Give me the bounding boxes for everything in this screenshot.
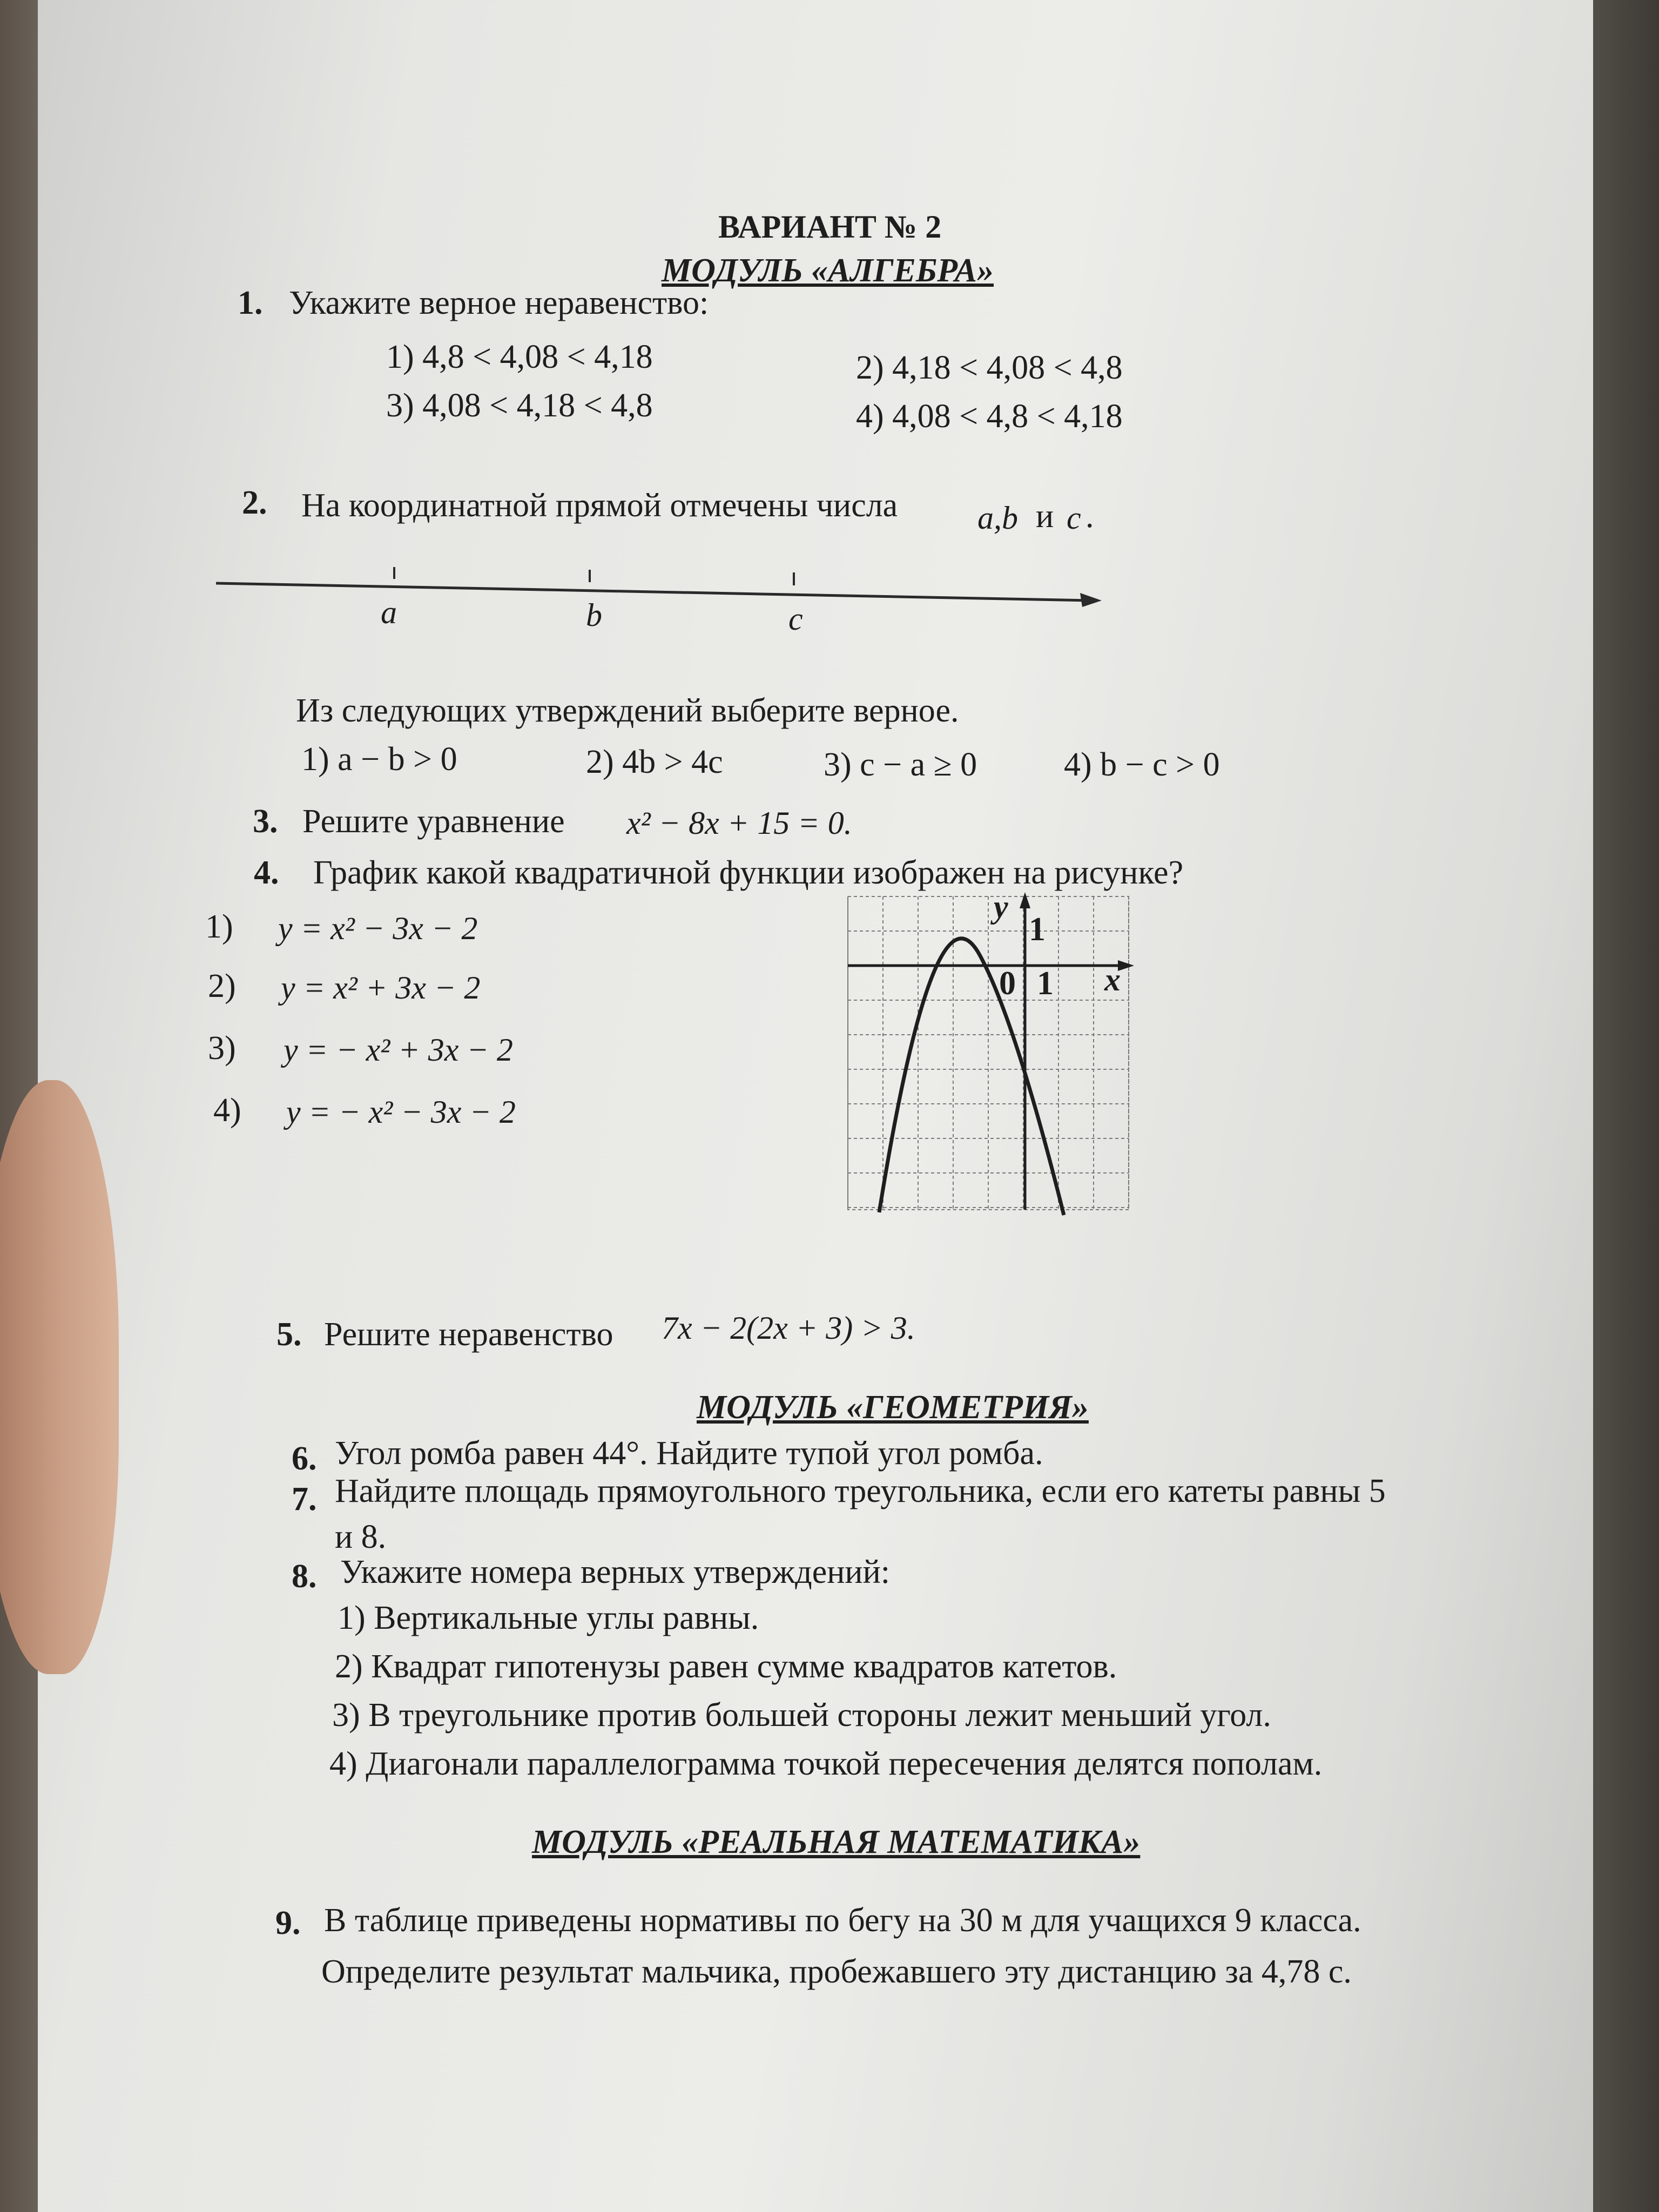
q6-number: 6. [292,1440,317,1477]
q2-number: 2. [242,484,267,521]
module-real-math-heading: МОДУЛЬ «РЕАЛЬНАЯ МАТЕМАТИКА» [532,1824,1141,1860]
variant-title: ВАРИАНТ № 2 [718,209,942,245]
q4-option-4-formula: y = − x² − 3x − 2 [286,1094,516,1130]
q1-option-4: 4) 4,08 < 4,8 < 4,18 [856,398,1123,435]
q8-option-4: 4) Диагонали параллелограмма точкой пересечения делятся пополам. [329,1745,1323,1782]
q1-option-3: 3) 4,08 < 4,18 < 4,8 [386,387,653,424]
q5-inequality: 7x − 2(2x + 3) > 3. [662,1310,915,1346]
q2-vars: a,b [977,500,1018,536]
q5-number: 5. [276,1316,302,1353]
number-line-label-c: c [788,601,803,637]
q3-text: Решите уравнение [302,803,565,840]
q2-option-3: 3) c − a ≥ 0 [824,746,977,783]
q4-option-4-label: 4) [213,1092,241,1129]
q7-text-continued: и 8. [335,1519,387,1555]
q7-number: 7. [292,1481,317,1518]
q4-option-3-formula: y = − x² + 3x − 2 [284,1032,513,1068]
module-geometry-heading: МОДУЛЬ «ГЕОМЕТРИЯ» [697,1389,1089,1426]
q8-option-3: 3) В треугольнике против большей стороны лежит меньший угол. [332,1697,1271,1734]
desk-background-right [1583,0,1659,2212]
graph-label-y: y [994,889,1008,925]
q2-and: и [1036,498,1054,535]
graph-label-one-y: 1 [1029,911,1046,948]
q1-option-2: 2) 4,18 < 4,08 < 4,8 [856,349,1123,386]
q4-option-1-formula: y = x² − 3x − 2 [278,911,478,946]
q8-text: Укажите номера верных утверждений: [340,1554,891,1590]
q4-number: 4. [254,854,279,891]
q9-text-continued: Определите результат мальчика, пробежавшего эту дистанцию за 4,78 с. [321,1953,1352,1990]
q4-text: График какой квадратичной функции изображен на рисунке? [313,854,1184,891]
graph-label-x: x [1104,962,1121,997]
q8-option-1: 1) Вертикальные углы равны. [338,1600,759,1636]
q5-text: Решите неравенство [324,1316,613,1353]
q3-equation: x² − 8x + 15 = 0. [626,805,852,841]
graph-label-zero: 0 [999,965,1016,1002]
q4-option-2-label: 2) [208,968,236,1004]
number-line [216,562,1107,616]
q2-dot: . [1085,498,1094,535]
graph-label-one-x: 1 [1037,965,1054,1002]
q1-number: 1. [238,285,263,321]
q4-option-2-formula: y = x² + 3x − 2 [281,970,481,1006]
q4-option-1-label: 1) [205,908,233,945]
q8-option-2: 2) Квадрат гипотенузы равен сумме квадратов катетов. [335,1648,1117,1685]
number-line-label-a: a [381,595,397,630]
q1-text: Укажите верное неравенство: [289,285,709,321]
number-line-label-b: b [586,597,602,633]
hand-finger [0,1080,119,1674]
q6-text: Угол ромба равен 44°. Найдите тупой угол ромба. [335,1435,1043,1472]
parabola-graph [842,891,1134,1215]
q9-number: 9. [275,1905,301,1941]
q2-prompt: Из следующих утверждений выберите верное. [296,692,959,729]
q2-option-2: 2) 4b > 4c [586,744,723,780]
q9-text: В таблице приведены нормативы по бегу на 30 м для учащихся 9 класса. [324,1902,1361,1939]
q2-var-c: c [1067,500,1081,536]
q8-number: 8. [292,1558,317,1595]
q2-option-4: 4) b − c > 0 [1064,746,1220,783]
q2-text: На координатной прямой отмечены числа [301,487,898,524]
module-algebra-heading: МОДУЛЬ «АЛГЕБРА» [662,252,994,289]
parabola-curve [879,939,1064,1215]
q7-text: Найдите площадь прямоугольного треугольника, если его катеты равны 5 [335,1473,1386,1509]
q2-option-1: 1) a − b > 0 [301,741,457,778]
q3-number: 3. [253,803,278,840]
q4-option-3-label: 3) [208,1030,236,1067]
q1-option-1: 1) 4,8 < 4,08 < 4,18 [386,339,653,375]
paper-sheet [38,0,1593,2212]
